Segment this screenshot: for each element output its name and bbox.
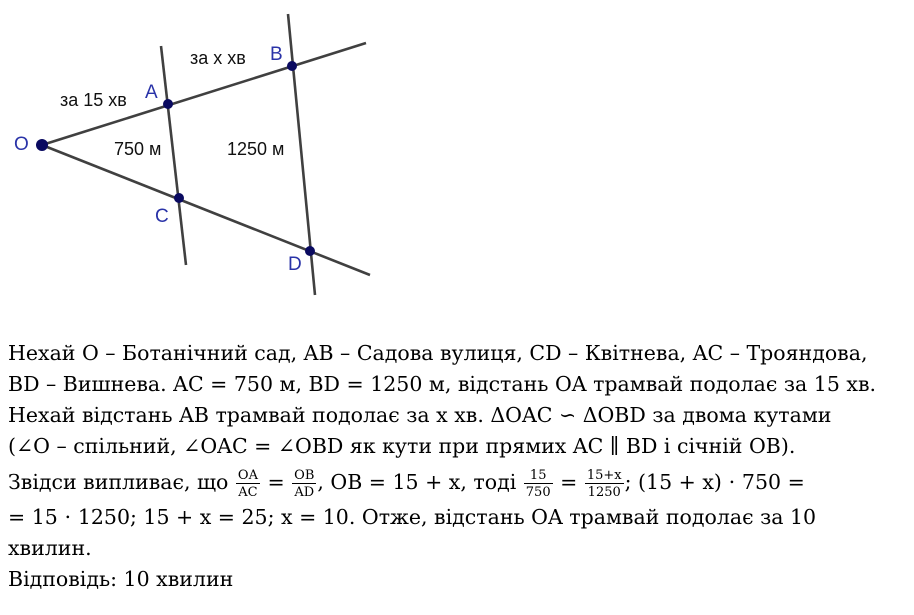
fraction-numerator: OB bbox=[294, 467, 315, 483]
text-line-6: = 15 ⋅ 1250; 15 + x = 25; x = 10. Отже, відстань OA трамвай подолає за 10 bbox=[8, 505, 817, 529]
fraction-oa-ac bbox=[236, 469, 260, 499]
label-o: O bbox=[14, 134, 29, 155]
text-line-1: Нехай O – Ботанічний сад, AB – Садова вулиця, CD – Квітнева, AC – Трояндова, bbox=[8, 341, 868, 365]
label-d: D bbox=[288, 254, 302, 275]
ray-od bbox=[42, 145, 370, 275]
label-time-ab: за x хв bbox=[190, 48, 246, 68]
label-b: B bbox=[270, 44, 283, 65]
fraction-denominator: 1250 bbox=[587, 484, 621, 500]
label-c: C bbox=[155, 206, 169, 227]
fraction-numerator: 15 bbox=[524, 469, 553, 484]
text-line-2: BD – Вишнева. AC = 750 м, BD = 1250 м, відстань OA трамвай подолає за 15 хв. bbox=[8, 372, 877, 396]
equals-sign: = bbox=[553, 470, 584, 494]
fraction-denominator: 750 bbox=[525, 484, 551, 500]
line5-part-3: ; (15 + x) ⋅ 750 = bbox=[624, 470, 805, 494]
fraction-15-750 bbox=[524, 469, 553, 499]
fraction-15x-1250 bbox=[585, 469, 624, 499]
point-c bbox=[174, 193, 184, 203]
text-line-4: (∠O – спільний, ∠OAC = ∠OBD як кути при прямих AC ∥ BD і січній OB). bbox=[8, 434, 796, 458]
fraction-denominator: AD bbox=[294, 484, 315, 500]
point-d bbox=[305, 246, 315, 256]
label-bd-length: 1250 м bbox=[227, 139, 285, 159]
fraction-numerator: 15+x bbox=[586, 467, 622, 483]
equals-sign: = bbox=[260, 470, 292, 494]
fraction-ob-ad bbox=[292, 469, 316, 499]
text-line-5 bbox=[8, 462, 908, 502]
solution-text bbox=[8, 338, 908, 595]
point-a bbox=[163, 99, 173, 109]
label-ac-length: 750 м bbox=[114, 139, 162, 159]
line-ac bbox=[161, 46, 186, 265]
point-o bbox=[36, 139, 48, 151]
line5-part-2: , OB = 15 + x, тоді bbox=[317, 470, 523, 494]
text-line-7: хвилин. bbox=[8, 536, 92, 560]
fraction-numerator: OA bbox=[237, 467, 258, 483]
line5-part-1: Звідси випливає, що bbox=[8, 470, 235, 494]
text-line-8: Відповідь: 10 хвилин bbox=[8, 567, 234, 591]
text-line-3: Нехай відстань AB трамвай подолає за x хв. ΔOAC ∽ ΔOBD за двома кутами bbox=[8, 403, 832, 427]
label-time-oa: за 15 хв bbox=[60, 90, 127, 110]
label-a: A bbox=[145, 82, 158, 103]
fraction-denominator: AC bbox=[238, 484, 258, 500]
point-b bbox=[287, 61, 297, 71]
